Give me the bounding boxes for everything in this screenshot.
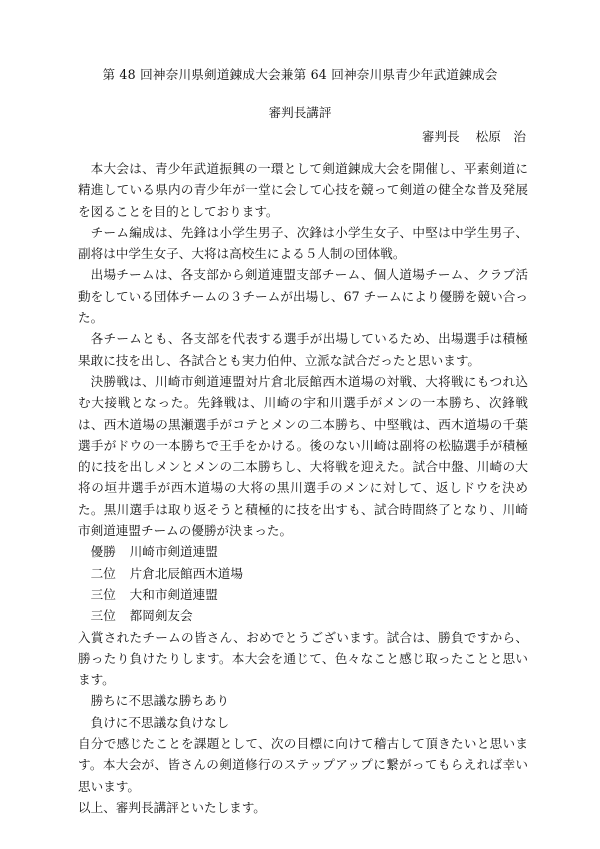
result-rank: 三位	[90, 586, 116, 602]
paragraph-team-composition: チーム編成は、先鋒は小学生男子、次鋒は小学生女子、中堅は中学生男子、副将は中学生女子、大将は高校生による５人制の団体戦。	[78, 224, 528, 262]
quote-line: 負けに不思議な負けなし	[90, 714, 230, 730]
paragraph-congratulations: 入賞されたチームの皆さん、おめでとうございます。試合は、勝負ですから、勝ったり負けたりします。本大会を通じて、色々なこと感じ取ったことと思います。	[78, 629, 528, 688]
quote-line: 勝ちに不思議な勝ちあり	[90, 693, 230, 709]
result-rank: 三位	[90, 608, 116, 624]
paragraph-participants: 出場チームは、各支部から剣道連盟支部チーム、個人道場チーム、クラブ活動をしている団体チームの３チームが出場し、67 チームにより優勝を競い合った。	[78, 267, 528, 326]
result-team: 大和市剣道連盟	[129, 586, 218, 602]
author-role: 審判長	[421, 129, 460, 144]
paragraph-closing: 自分で感じたことを課題として、次の目標に向けて稽古して頂きたいと思います。本大会が、皆さんの剣道修行のステップアップに繋がってもらえれば幸い思います。	[78, 736, 528, 794]
result-team: 都岡剣友会	[129, 608, 193, 624]
result-rank: 優勝	[90, 544, 116, 560]
result-team: 川崎市剣道連盟	[129, 544, 218, 560]
paragraph-signoff: 以上、審判長講評といたします。	[78, 799, 266, 815]
result-team: 片倉北辰館西木道場	[129, 565, 243, 581]
paragraph-final-match: 決勝戦は、川崎市剣道連盟対片倉北辰館西木道場の対戦、大将戦にもつれ込む大接戦となった。先鋒戦は、川崎の宇和川選手がメンの一本勝ち、次鋒戦は、西木道場の黒瀬選手がコテとメンの二本勝ち、中堅戦は、西木道場の千葉選手がドウの一本勝ちで王手をかける。後のない川崎は副将の松脇選手が積極的に技を出しメンとメンの二本勝ちし、大将戦を迎えた。試合中盤、川崎の大将の垣井選手が西木道場の大将の黒川選手のメンに対して、返しドウを決めた。黒川選手は取り返そうと積極的に技を出すも、試合時間終了となり、川崎市剣道連盟チームの優勝が決まった。	[78, 373, 528, 539]
results-list	[78, 541, 528, 626]
result-row	[78, 541, 528, 562]
paragraph-overall-review: 各チームとも、各支部を代表する選手が出場しているため、出場選手は積極果敢に技を出し、各試合とも実力伯仲、立派な試合だったと思います。	[78, 331, 528, 368]
result-row	[78, 605, 528, 626]
result-rank: 二位	[90, 565, 116, 581]
author-line	[422, 126, 526, 145]
document-title: 第 48 回神奈川県剣道錬成大会兼第 64 回神奈川県青少年武道錬成会	[102, 67, 498, 82]
document-body	[78, 158, 528, 818]
document-subtitle: 審判長講評	[268, 105, 332, 120]
result-row	[78, 584, 528, 605]
paragraph-purpose: 本大会は、青少年武道振興の一環として剣道錬成大会を開催し、平素剣道に精進している県内の青少年が一堂に会して心技を競って剣道の健全な普及発展を図ることを目的としております。	[78, 161, 528, 219]
author-name: 松原 治	[475, 129, 526, 144]
result-row	[78, 563, 528, 584]
